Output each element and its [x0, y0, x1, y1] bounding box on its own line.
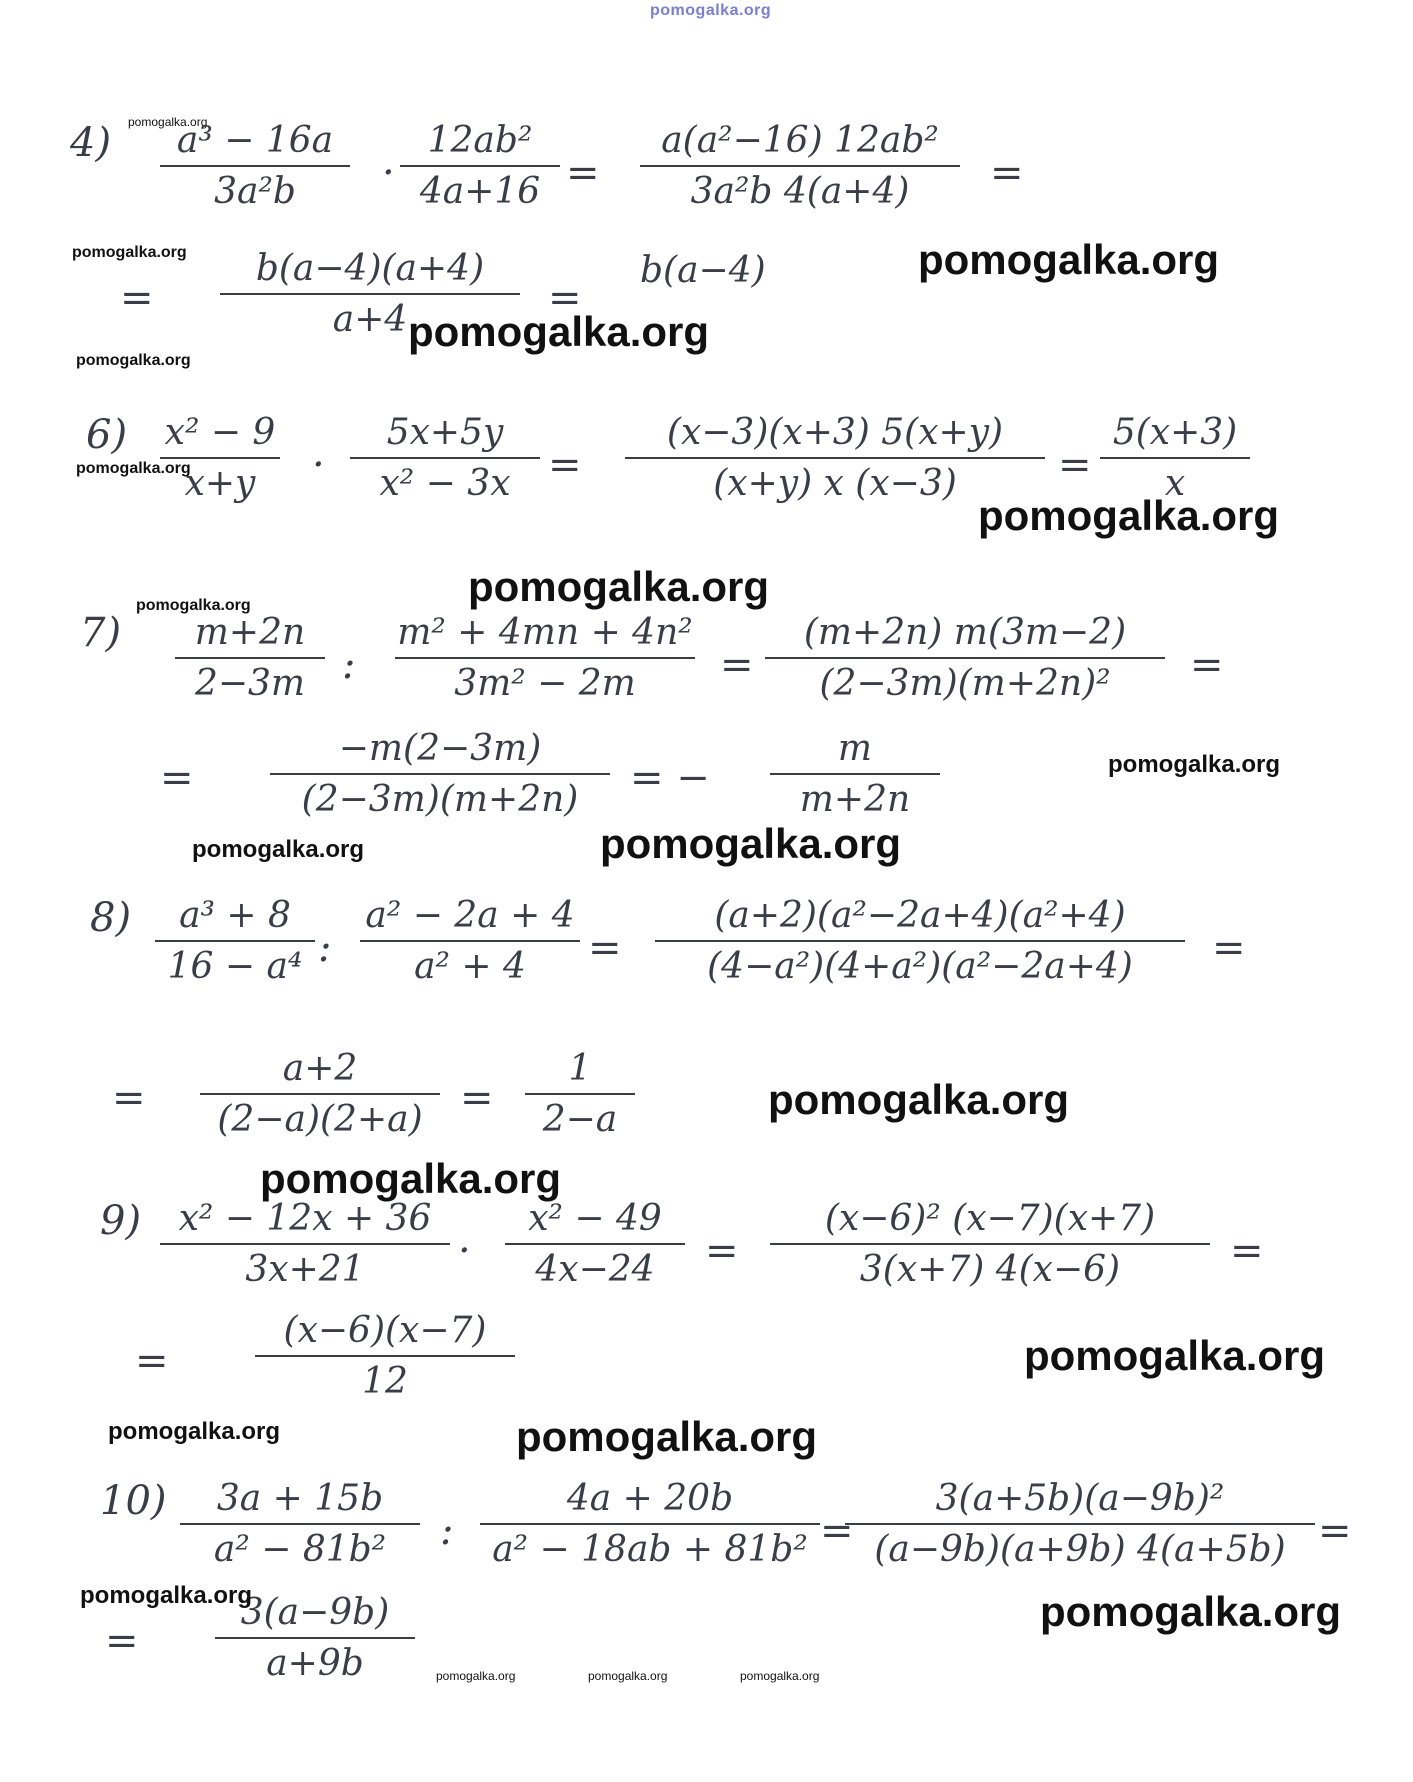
- numerator: −m(2−3m): [338, 728, 542, 769]
- denominator: (2−3m)(m+2n): [301, 779, 579, 820]
- fraction-bar: [160, 1243, 450, 1245]
- numerator: x² − 9: [164, 412, 276, 453]
- equals-sign: =: [1212, 925, 1246, 971]
- operator: ·: [312, 442, 325, 488]
- denominator: a+9b: [266, 1643, 364, 1684]
- equals-sign: =: [548, 275, 582, 321]
- denominator: a+4: [332, 299, 408, 340]
- numerator: 12ab²: [427, 120, 533, 161]
- numerator: m+2n: [194, 612, 306, 653]
- watermark-text: pomogalka.org: [128, 115, 208, 129]
- watermark-text: pomogalka.org: [136, 597, 251, 614]
- fraction: [160, 1198, 450, 1290]
- fraction: [155, 895, 315, 987]
- problem-label: 9): [100, 1198, 142, 1244]
- fraction: [1100, 412, 1250, 504]
- fraction-bar: [525, 1093, 635, 1095]
- fraction-bar: [200, 1093, 440, 1095]
- numerator: (a+2)(a²−2a+4)(a²+4): [714, 895, 1126, 936]
- denominator: x: [1164, 463, 1186, 504]
- fraction: [845, 1478, 1315, 1570]
- fraction-bar: [395, 657, 695, 659]
- numerator: m² + 4mn + 4n²: [397, 612, 693, 653]
- watermark-text: pomogalka.org: [600, 820, 902, 867]
- numerator: (x−6)² (x−7)(x+7): [824, 1198, 1156, 1239]
- watermark-text: pomogalka.org: [192, 836, 365, 863]
- numerator: x² − 49: [528, 1198, 662, 1239]
- watermark-text: pomogalka.org: [588, 1669, 668, 1683]
- denominator: (4−a²)(4+a²)(a²−2a+4): [707, 946, 1133, 987]
- fraction: [770, 1198, 1210, 1290]
- watermark-text: pomogalka.org: [516, 1413, 818, 1460]
- numerator: (x−3)(x+3) 5(x+y): [666, 412, 1004, 453]
- denominator: x² − 3x: [379, 463, 511, 504]
- fraction: [350, 412, 540, 504]
- fraction-bar: [1100, 457, 1250, 459]
- equals-sign: =: [1318, 1508, 1352, 1554]
- numerator: 1: [568, 1048, 592, 1089]
- watermark-text: pomogalka.org: [80, 1582, 253, 1609]
- denominator: (x+y) x (x−3): [713, 463, 957, 504]
- fraction: [160, 120, 350, 212]
- fraction-bar: [765, 657, 1165, 659]
- fraction: [640, 120, 960, 212]
- fraction: [255, 1310, 515, 1402]
- watermark-text: pomogalka.org: [978, 492, 1280, 539]
- numerator: a² − 2a + 4: [365, 895, 575, 936]
- numerator: a³ − 16a: [176, 120, 334, 161]
- operator: :: [440, 1508, 454, 1554]
- denominator: 3(x+7) 4(x−6): [859, 1249, 1121, 1290]
- problem-label: 4): [70, 120, 112, 166]
- equals-sign: = −: [630, 755, 710, 801]
- watermark-text: pomogalka.org: [1108, 751, 1281, 778]
- denominator: 3a²b: [214, 171, 296, 212]
- watermark-text: pomogalka.org: [1040, 1588, 1342, 1635]
- watermark-text: pomogalka.org: [768, 1076, 1070, 1123]
- numerator: a³ + 8: [179, 895, 291, 936]
- fraction: [765, 612, 1165, 704]
- problem-label: 7): [80, 610, 122, 656]
- denominator: a² − 81b²: [213, 1529, 387, 1570]
- numerator: 4a + 20b: [566, 1478, 734, 1519]
- fraction: [160, 412, 280, 504]
- fraction-bar: [220, 293, 520, 295]
- fraction-bar: [160, 457, 280, 459]
- numerator: 3a + 15b: [216, 1478, 384, 1519]
- fraction-bar: [655, 940, 1185, 942]
- denominator: 16 − a⁴: [167, 946, 303, 987]
- fraction-bar: [160, 165, 350, 167]
- fraction: [480, 1478, 820, 1570]
- denominator: (2−3m)(m+2n)²: [819, 663, 1111, 704]
- fraction: [175, 612, 325, 704]
- fraction-bar: [255, 1355, 515, 1357]
- equals-sign: =: [1230, 1228, 1264, 1274]
- equals-sign: =: [105, 1618, 139, 1664]
- fraction: [625, 412, 1045, 504]
- watermark-text: pomogalka.org: [108, 1418, 281, 1445]
- equals-sign: =: [135, 1338, 169, 1384]
- denominator: 3m² − 2m: [454, 663, 636, 704]
- denominator: a² + 4: [414, 946, 526, 987]
- problem-label: 10): [100, 1478, 167, 1524]
- operator: :: [342, 642, 356, 688]
- equals-sign: =: [566, 150, 600, 196]
- result: b(a−4): [640, 250, 766, 291]
- denominator: (a−9b)(a+9b) 4(a+5b): [874, 1529, 1286, 1570]
- problem-label: 6): [86, 412, 128, 458]
- watermark-text: pomogalka.org: [76, 460, 191, 477]
- equals-sign: =: [1058, 442, 1092, 488]
- fraction: [180, 1478, 420, 1570]
- fraction-bar: [505, 1243, 685, 1245]
- fraction: [655, 895, 1185, 987]
- fraction-bar: [155, 940, 315, 942]
- fraction-bar: [180, 1523, 420, 1525]
- operator: ·: [458, 1228, 471, 1274]
- fraction: [270, 728, 610, 820]
- fraction-bar: [400, 165, 560, 167]
- site-header-link[interactable]: pomogalka.org: [650, 2, 772, 19]
- equals-sign: =: [112, 1075, 146, 1121]
- watermark-text: pomogalka.org: [918, 236, 1220, 283]
- fraction-bar: [625, 457, 1045, 459]
- numerator: 5x+5y: [386, 412, 504, 453]
- fraction-bar: [360, 940, 580, 942]
- watermark-text: pomogalka.org: [260, 1155, 562, 1202]
- equals-sign: =: [120, 275, 154, 321]
- watermark-text: pomogalka.org: [72, 244, 187, 261]
- watermark-text: pomogalka.org: [468, 563, 770, 610]
- fraction: [400, 120, 560, 212]
- numerator: x² − 12x + 36: [178, 1198, 432, 1239]
- equals-sign: =: [588, 925, 622, 971]
- denominator: 4x−24: [535, 1249, 655, 1290]
- numerator: a(a²−16) 12ab²: [661, 120, 939, 161]
- equals-sign: =: [160, 755, 194, 801]
- denominator: m+2n: [799, 779, 911, 820]
- denominator: (2−a)(2+a): [217, 1099, 423, 1140]
- numerator: (m+2n) m(3m−2): [803, 612, 1127, 653]
- fraction-bar: [845, 1523, 1315, 1525]
- fraction: [525, 1048, 635, 1140]
- denominator: 3a²b 4(a+4): [690, 171, 910, 212]
- denominator: 4a+16: [419, 171, 541, 212]
- denominator: 2−3m: [194, 663, 306, 704]
- equals-sign: =: [705, 1228, 739, 1274]
- equals-sign: =: [460, 1075, 494, 1121]
- watermark-text: pomogalka.org: [1024, 1332, 1326, 1379]
- numerator: m: [837, 728, 873, 769]
- denominator: a² − 18ab + 81b²: [492, 1529, 808, 1570]
- denominator: 12: [362, 1361, 408, 1402]
- denominator: x+y: [184, 463, 256, 504]
- fraction: [200, 1048, 440, 1140]
- watermark-text: pomogalka.org: [76, 352, 191, 369]
- operator: :: [318, 925, 332, 971]
- fraction-bar: [350, 457, 540, 459]
- fraction-bar: [175, 657, 325, 659]
- watermark-text: pomogalka.org: [408, 308, 710, 355]
- fraction: [770, 728, 940, 820]
- numerator: (x−6)(x−7): [283, 1310, 487, 1351]
- fraction-bar: [480, 1523, 820, 1525]
- fraction-bar: [770, 773, 940, 775]
- fraction: [360, 895, 580, 987]
- watermark-text: pomogalka.org: [436, 1669, 516, 1683]
- fraction: [395, 612, 695, 704]
- operator: ·: [382, 150, 395, 196]
- numerator: 3(a−9b): [240, 1592, 390, 1633]
- fraction: [505, 1198, 685, 1290]
- fraction-bar: [215, 1637, 415, 1639]
- numerator: a+2: [282, 1048, 358, 1089]
- fraction-bar: [770, 1243, 1210, 1245]
- equals-sign: =: [820, 1508, 854, 1554]
- equals-sign: =: [990, 150, 1024, 196]
- watermark-text: pomogalka.org: [740, 1669, 820, 1683]
- equals-sign: =: [1190, 642, 1224, 688]
- equals-sign: =: [720, 642, 754, 688]
- numerator: 5(x+3): [1112, 412, 1238, 453]
- numerator: 3(a+5b)(a−9b)²: [935, 1478, 1225, 1519]
- fraction-bar: [640, 165, 960, 167]
- problem-label: 8): [90, 895, 132, 941]
- fraction-bar: [270, 773, 610, 775]
- denominator: 2−a: [542, 1099, 618, 1140]
- denominator: 3x+21: [245, 1249, 365, 1290]
- equals-sign: =: [548, 442, 582, 488]
- numerator: b(a−4)(a+4): [255, 248, 485, 289]
